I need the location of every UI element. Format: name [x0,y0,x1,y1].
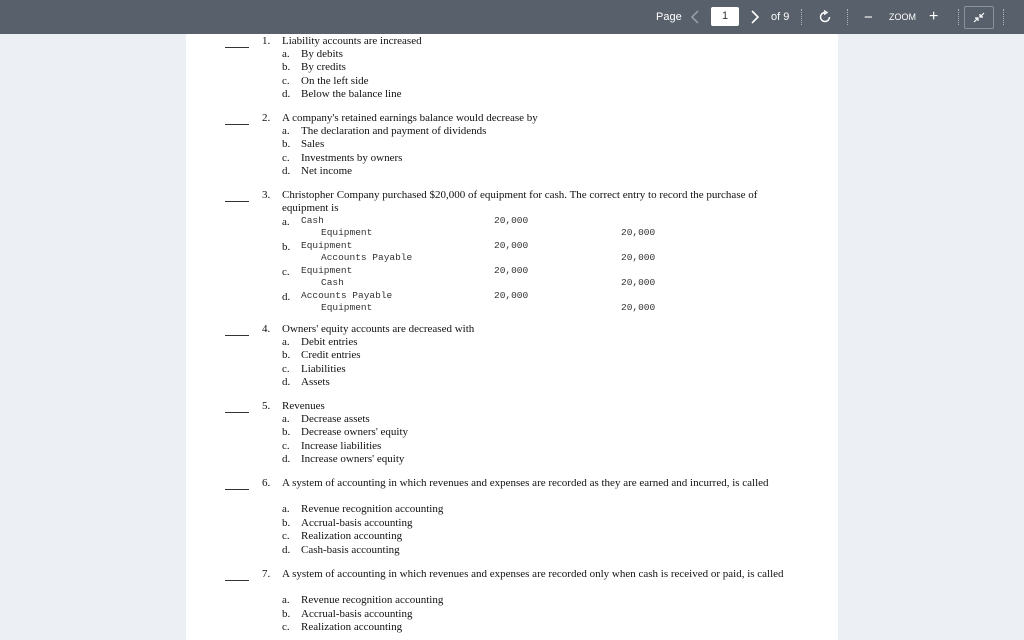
page-label: Page [656,11,682,23]
option-text: Debit entries [301,336,358,348]
answer-blank[interactable] [225,47,249,48]
toolbar-divider [958,9,959,25]
page-total: of 9 [771,11,790,23]
entry-credit-amount: 20,000 [621,227,656,238]
question-number: 6. [262,477,271,489]
page-number-input[interactable]: 1 [711,7,739,26]
option-a [282,503,443,515]
option-text: By debits [301,48,343,60]
entry-c-letter: c. [282,266,290,278]
option-letter: c. [282,621,290,633]
entry-debit-amount: 20,000 [494,265,529,276]
option-text: Decrease assets [301,413,370,425]
entry-d-letter: d. [282,291,291,303]
option-a [282,336,358,348]
question-stem: Owners' equity accounts are decreased with [282,323,475,335]
entry-credit-amount: 20,000 [621,277,656,288]
question-stem: A system of accounting in which revenues and expenses are recorded only when cash is received or paid, is called [282,568,784,580]
answer-blank[interactable] [225,335,249,336]
option-text: Accrual-basis accounting [301,608,413,620]
entry-a-letter: a. [282,216,290,228]
zoom-out-button[interactable]: − [864,8,873,26]
option-text: Revenue recognition accounting [301,594,444,606]
option-text: On the left side [301,75,369,87]
option-text: Realization accounting [301,621,403,633]
option-c [282,152,402,164]
zoom-in-button[interactable]: + [929,8,939,25]
option-text: Increase liabilities [301,440,382,452]
option-a [282,413,370,425]
option-d [282,88,402,100]
option-text: The declaration and payment of dividends [301,125,487,137]
pdf-toolbar [0,0,1024,34]
option-letter: a. [282,125,290,137]
question-stem: A company's retained earnings balance would decrease by [282,112,538,124]
entry-debit-account: Equipment [301,240,353,251]
option-letter: c. [282,363,290,375]
option-c [282,530,402,542]
entry-credit-account: Accounts Payable [321,252,413,263]
option-letter: c. [282,530,290,542]
option-text: Credit entries [301,349,361,361]
option-text: By credits [301,61,346,73]
document-page [186,34,838,640]
option-letter: d. [282,165,291,177]
option-b [282,608,412,620]
option-letter: d. [282,544,291,556]
option-letter: b. [282,608,291,620]
option-b [282,517,412,529]
rotate-icon[interactable] [818,0,832,34]
entry-credit-amount: 20,000 [621,252,656,263]
entry-credit-account: Cash [321,277,344,288]
option-text: Sales [301,138,325,150]
entry-credit-account: Equipment [321,302,373,313]
option-letter: c. [282,75,290,87]
question-stem: A system of accounting in which revenues and expenses are recorded as they are earned and incurred, is called [282,477,769,489]
option-text: Below the balance line [301,88,402,100]
option-text: Cash-basis accounting [301,544,400,556]
option-d [282,453,404,465]
option-text: Net income [301,165,353,177]
zoom-label: ZOOM [889,12,916,22]
chevron-left-icon[interactable] [690,0,700,34]
entry-credit-account: Equipment [321,227,373,238]
entry-debit-account: Accounts Payable [301,290,393,301]
option-text: Liabilities [301,363,346,375]
question-stem: Christopher Company purchased $20,000 of equipment for cash. The correct entry to record the purchase of equipment is [282,189,758,214]
answer-blank[interactable] [225,124,249,125]
answer-blank[interactable] [225,201,249,202]
option-a [282,594,443,606]
fit-view-button[interactable] [964,6,994,29]
option-letter: b. [282,138,291,150]
option-b [282,426,408,438]
answer-blank[interactable] [225,489,249,490]
option-a [282,48,343,60]
option-d [282,376,330,388]
collapse-icon [965,7,993,28]
entry-debit-amount: 20,000 [494,290,529,301]
toolbar-divider [801,9,802,25]
option-c [282,440,381,452]
option-c [282,75,369,87]
option-text: Investments by owners [301,152,403,164]
option-letter: b. [282,426,291,438]
question-stem: Liability accounts are increased [282,35,422,47]
entry-b-letter: b. [282,241,291,253]
answer-blank[interactable] [225,580,249,581]
option-text: Increase owners' equity [301,453,405,465]
option-letter: a. [282,594,290,606]
option-c [282,621,402,633]
chevron-right-icon[interactable] [750,0,760,34]
option-letter: a. [282,48,290,60]
option-letter: d. [282,88,291,100]
option-letter: c. [282,440,290,452]
entry-debit-account: Equipment [301,265,353,276]
option-letter: a. [282,413,290,425]
toolbar-divider [847,9,848,25]
option-text: Assets [301,376,330,388]
question-number: 4. [262,323,271,335]
toolbar-divider [1003,9,1004,25]
question-number: 3. [262,189,271,201]
question-number: 5. [262,400,271,412]
entry-debit-amount: 20,000 [494,240,529,251]
option-b [282,349,361,361]
option-letter: c. [282,152,290,164]
entry-debit-account: Cash [301,215,324,226]
option-letter: b. [282,517,291,529]
option-letter: a. [282,336,290,348]
question-number: 7. [262,568,271,580]
answer-blank[interactable] [225,412,249,413]
option-text: Accrual-basis accounting [301,517,413,529]
option-letter: d. [282,376,291,388]
option-d [282,544,400,556]
option-b [282,61,346,73]
option-letter: d. [282,453,291,465]
option-c [282,363,346,375]
question-stem: Revenues [282,400,325,412]
option-text: Revenue recognition accounting [301,503,444,515]
option-letter: b. [282,61,291,73]
option-letter: a. [282,503,290,515]
option-text: Decrease owners' equity [301,426,409,438]
option-letter: b. [282,349,291,361]
question-number: 2. [262,112,271,124]
option-text: Realization accounting [301,530,403,542]
option-d [282,165,352,177]
entry-credit-amount: 20,000 [621,302,656,313]
option-a [282,125,486,137]
entry-debit-amount: 20,000 [494,215,529,226]
option-b [282,138,324,150]
question-number: 1. [262,35,271,47]
